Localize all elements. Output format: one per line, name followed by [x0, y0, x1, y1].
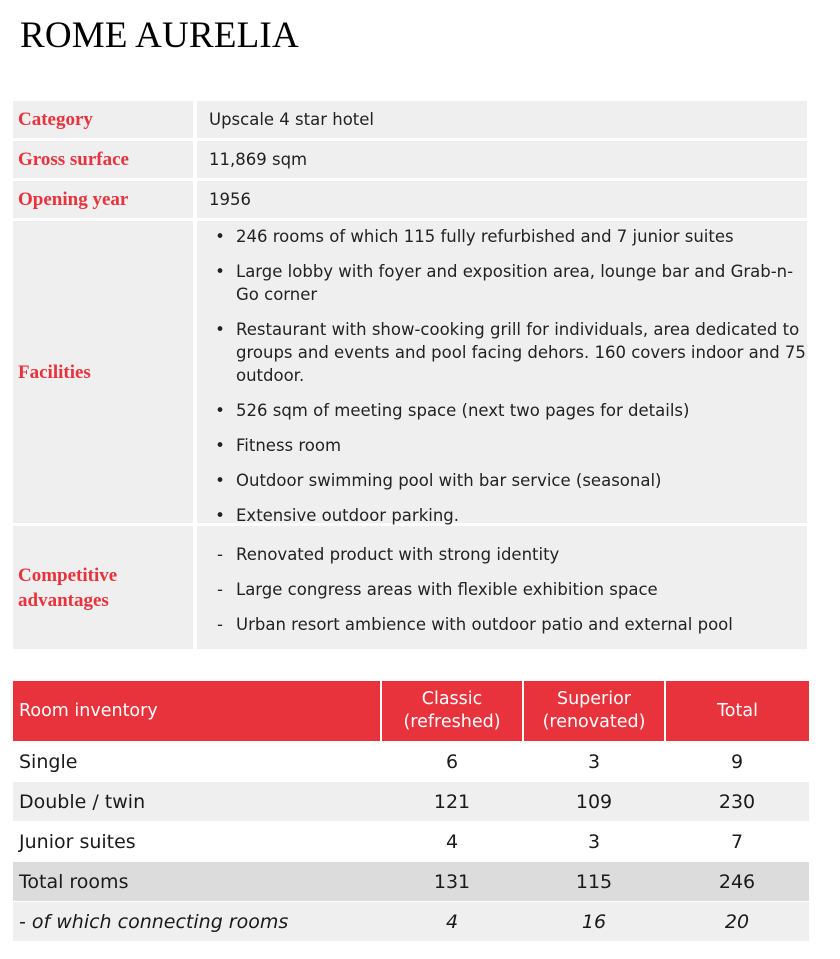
competitive-list [209, 543, 807, 636]
list-item [209, 578, 807, 601]
competitive-list-cell [197, 526, 807, 649]
dash-icon: - [217, 580, 223, 599]
facilities-list [209, 225, 807, 527]
list-item-text: Large congress areas with flexible exhibition space [236, 580, 658, 599]
list-item [209, 613, 807, 636]
cell-superior: 109 [523, 782, 665, 822]
row-label: Total rooms [13, 862, 381, 902]
list-item [209, 318, 807, 387]
cell-classic: 131 [381, 862, 523, 902]
row-label: Double / twin [13, 782, 381, 822]
info-row-competitive-advantages [13, 526, 807, 649]
cell-total: 7 [665, 822, 809, 862]
header-classic [381, 681, 523, 742]
row-label: Single [13, 742, 381, 782]
cell-classic: 4 [381, 822, 523, 862]
page-title: ROME AURELIA [20, 15, 299, 56]
list-item-text: Renovated product with strong identity [236, 545, 560, 564]
row-label: - of which connecting rooms [13, 902, 381, 942]
list-item-text: Fitness room [236, 436, 342, 455]
bullet-icon: • [215, 262, 225, 281]
table-row-connecting [13, 902, 809, 942]
bullet-icon: • [215, 436, 225, 455]
bullet-icon: • [215, 401, 225, 420]
cell-total: 230 [665, 782, 809, 822]
table-header-row [13, 681, 809, 742]
gross-surface-label: Gross surface [13, 141, 193, 178]
opening-year-value: 1956 [197, 181, 807, 218]
dash-icon: - [217, 615, 223, 634]
header-superior-line2: (renovated) [542, 712, 646, 732]
table-row [13, 742, 809, 782]
gross-surface-value: 11,869 sqm [197, 141, 807, 178]
category-value: Upscale 4 star hotel [197, 101, 807, 138]
header-classic-line2: (refreshed) [403, 712, 501, 732]
info-row-gross-surface [13, 141, 807, 178]
cell-classic: 6 [381, 742, 523, 782]
competitive-label-line2: advantages [18, 589, 109, 611]
opening-year-label: Opening year [13, 181, 193, 218]
cell-classic: 4 [381, 902, 523, 942]
list-item-text: 246 rooms of which 115 fully refurbished and 7 junior suites [236, 227, 734, 246]
competitive-advantages-label [13, 526, 193, 649]
bullet-icon: • [215, 506, 225, 525]
cell-superior: 3 [523, 822, 665, 862]
header-total: Total [665, 681, 809, 742]
bullet-icon: • [215, 320, 225, 339]
hotel-info-table [13, 101, 807, 652]
cell-superior: 3 [523, 742, 665, 782]
room-inventory-table [13, 681, 809, 941]
table-row [13, 822, 809, 862]
list-item-text: 526 sqm of meeting space (next two pages for details) [236, 401, 690, 420]
info-row-category [13, 101, 807, 138]
cell-total: 9 [665, 742, 809, 782]
row-label: Junior suites [13, 822, 381, 862]
list-item [209, 260, 807, 306]
header-classic-line1: Classic [421, 689, 483, 709]
list-item-text: Restaurant with show-cooking grill for individuals, area dedicated to groups and events and pool facing dehors. 160 covers indoor and 75 outdoor. [236, 320, 806, 385]
list-item-text: Outdoor swimming pool with bar service (seasonal) [236, 471, 662, 490]
list-item [209, 399, 807, 422]
header-superior-line1: Superior [556, 689, 632, 709]
cell-superior: 115 [523, 862, 665, 902]
competitive-label-line1: Competitive [18, 564, 118, 586]
header-room-inventory: Room inventory [13, 681, 381, 742]
table-row [13, 782, 809, 822]
header-superior [523, 681, 665, 742]
cell-classic: 121 [381, 782, 523, 822]
bullet-icon: • [215, 471, 225, 490]
category-label: Category [13, 101, 193, 138]
list-item [209, 543, 807, 566]
facilities-list-cell [197, 221, 807, 523]
info-row-facilities [13, 221, 807, 523]
list-item-text: Large lobby with foyer and exposition area, lounge bar and Grab-n-Go corner [236, 262, 794, 304]
table-row-total [13, 862, 809, 902]
list-item-text: Urban resort ambience with outdoor patio and external pool [236, 615, 733, 634]
cell-superior: 16 [523, 902, 665, 942]
list-item [209, 225, 807, 248]
cell-total: 20 [665, 902, 809, 942]
list-item [209, 469, 807, 492]
list-item-text: Extensive outdoor parking. [236, 506, 460, 525]
list-item [209, 434, 807, 457]
list-item [209, 504, 807, 527]
cell-total: 246 [665, 862, 809, 902]
bullet-icon: • [215, 227, 225, 246]
facilities-label: Facilities [13, 221, 193, 523]
info-row-opening-year [13, 181, 807, 218]
dash-icon: - [217, 545, 223, 564]
